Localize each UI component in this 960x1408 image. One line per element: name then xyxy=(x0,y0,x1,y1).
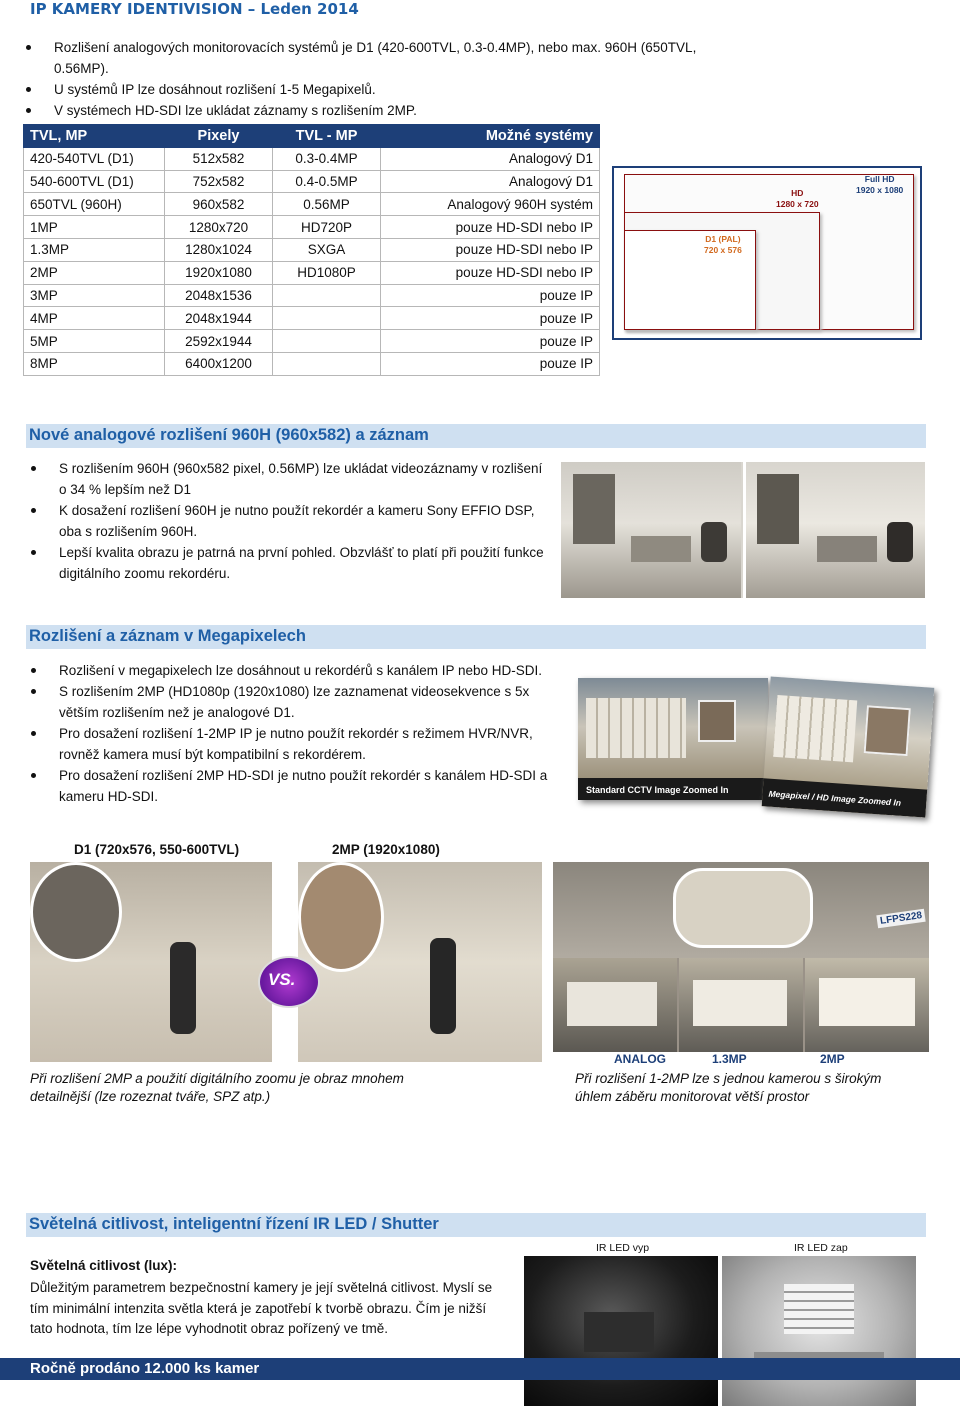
d1-comparison-label: D1 (720x576, 550-600TVL) xyxy=(74,842,240,857)
table-cell: 1920x1080 xyxy=(165,261,273,284)
light-sensitivity-subheading: Světelná citlivost (lux): xyxy=(30,1258,178,1273)
table-cell: 2048x1944 xyxy=(165,307,273,330)
warehouse-standard-photo xyxy=(578,678,768,800)
section-light-header xyxy=(26,1213,926,1237)
table-cell: 6400x1200 xyxy=(165,352,273,375)
table-header-cell: TVL - MP xyxy=(273,125,381,148)
table-row xyxy=(24,147,600,170)
ir-led-on-label: IR LED zap xyxy=(794,1242,848,1254)
section-title: Světelná citlivost, inteligentní řízení IR LED / Shutter xyxy=(29,1215,439,1233)
section-megapixel-header xyxy=(26,625,926,649)
office-comparison-photo xyxy=(561,462,925,598)
table-cell: 1280x1024 xyxy=(165,238,273,261)
table-cell: HD720P xyxy=(273,216,381,239)
table-cell: Analogový D1 xyxy=(381,147,600,170)
table-cell: pouze IP xyxy=(381,352,600,375)
table-cell: 0.56MP xyxy=(273,193,381,216)
table-cell: 5MP xyxy=(24,330,165,353)
table-header-cell: TVL, MP xyxy=(24,125,165,148)
table-cell: 2MP xyxy=(24,261,165,284)
table-cell: Analogový D1 xyxy=(381,170,600,193)
license-plate-label: LFPS228 xyxy=(876,909,926,929)
truck-label-1-3mp: 1.3MP xyxy=(712,1052,747,1066)
table-cell: pouze HD-SDI nebo IP xyxy=(381,238,600,261)
table-cell: 650TVL (960H) xyxy=(24,193,165,216)
table-cell: 2048x1536 xyxy=(165,284,273,307)
table-cell: 4MP xyxy=(24,307,165,330)
d1-label: D1 (PAL) 720 x 576 xyxy=(704,234,742,255)
full-hd-label: Full HD 1920 x 1080 xyxy=(856,174,904,195)
warehouse-megapixel-photo xyxy=(762,676,935,817)
table-cell: 512x582 xyxy=(165,147,273,170)
table-cell xyxy=(273,352,381,375)
list-item: S rozlišením 2MP (HD1080p (1920x1080) lze zaznamenat videosekvence s 5x větším rozlišením než je analogové D1. xyxy=(28,681,568,723)
list-item: Pro dosažení rozlišení 1-2MP IP je nutno použít rekordér s režimem HVR/NVR, rovněž kamera musí být kompatibilní s rekordérem. xyxy=(28,723,568,765)
list-item: Rozlišení analogových monitorovacích systémů je D1 (420-600TVL, 0.3-0.4MP), nebo max. 960H (650TVL, 0.56MP). xyxy=(23,37,723,79)
ir-led-off-label: IR LED vyp xyxy=(596,1242,650,1254)
truck-label-analog: ANALOG xyxy=(614,1052,666,1066)
section-960h-bullets xyxy=(28,458,548,584)
table-row xyxy=(24,330,600,353)
table-row xyxy=(24,284,600,307)
list-item: K dosažení rozlišení 960H je nutno použít rekordér a kameru Sony EFFIO DSP, oba s rozlišením 960H. xyxy=(28,500,548,542)
table-row xyxy=(24,261,600,284)
table-cell: 960x582 xyxy=(165,193,273,216)
table-cell xyxy=(273,307,381,330)
truck-resolution-photo xyxy=(553,862,929,1052)
section-megapixel-bullets xyxy=(28,660,568,807)
table-cell: 0.3-0.4MP xyxy=(273,147,381,170)
table-cell: 2592x1944 xyxy=(165,330,273,353)
light-sensitivity-text: Důležitým parametrem bezpečnostní kamery je její světelná citlivost. Myslí se tím minimální intenzita světla která je zapotřebí k tvorbě obrazu. Čím je nižší tato hodnota, tím lze lépe vyhodnotit obraz pořízený ve tmě. xyxy=(30,1280,493,1336)
table-row xyxy=(24,238,600,261)
list-item: U systémů IP lze dosáhnout rozlišení 1-5 Megapixelů. xyxy=(23,79,723,100)
resolution-table xyxy=(23,124,600,376)
table-cell: pouze IP xyxy=(381,330,600,353)
caption-left: Při rozlišení 2MP a použití digitálního zoomu je obraz mnohem detailnější (lze rozeznat tváře, SPZ atp.) xyxy=(30,1071,404,1104)
table-row xyxy=(24,193,600,216)
ir-led-comparison-photo xyxy=(524,1256,916,1406)
table-cell: 420-540TVL (D1) xyxy=(24,147,165,170)
table-cell: pouze HD-SDI nebo IP xyxy=(381,216,600,239)
truck-label-2mp: 2MP xyxy=(820,1052,845,1066)
section-960h-header xyxy=(26,424,926,448)
table-cell: 0.4-0.5MP xyxy=(273,170,381,193)
table-cell: 540-600TVL (D1) xyxy=(24,170,165,193)
footer-text: Ročně prodáno 12.000 ks kamer xyxy=(30,1360,260,1377)
table-row xyxy=(24,307,600,330)
table-cell: Analogový 960H systém xyxy=(381,193,600,216)
table-cell xyxy=(273,284,381,307)
table-row xyxy=(24,352,600,375)
table-cell xyxy=(273,330,381,353)
vs-badge-label: VS. xyxy=(268,970,296,989)
caption-right: Při rozlišení 1-2MP lze s jednou kamerou s širokým úhlem záběru monitorovat větší prostor xyxy=(575,1071,882,1104)
intro-bullet-list xyxy=(23,37,723,121)
list-item: Rozlišení v megapixelech lze dosáhnout u rekordérů s kanálem IP nebo HD-SDI. xyxy=(28,660,568,681)
resolution-comparison-diagram xyxy=(612,166,922,340)
list-item: V systémech HD-SDI lze ukládat záznamy s rozlišením 2MP. xyxy=(23,100,723,121)
list-item: Pro dosažení rozlišení 2MP HD-SDI je nutno použít rekordér s kanálem HD-SDI a kameru HD-SDI. xyxy=(28,765,568,807)
2mp-comparison-label: 2MP (1920x1080) xyxy=(332,842,440,857)
section-title: Nové analogové rozlišení 960H (960x582) a záznam xyxy=(29,426,429,444)
table-cell: 1MP xyxy=(24,216,165,239)
table-cell: 1280x720 xyxy=(165,216,273,239)
table-row xyxy=(24,170,600,193)
photo-caption-standard: Standard CCTV Image Zoomed In xyxy=(586,785,729,795)
table-row xyxy=(24,216,600,239)
footer-band xyxy=(0,1358,960,1380)
table-cell: 752x582 xyxy=(165,170,273,193)
list-item: Lepší kvalita obrazu je patrná na první pohled. Obzvlášť to platí při použití funkce digitálního zoomu rekordéru. xyxy=(28,542,548,584)
table-cell: SXGA xyxy=(273,238,381,261)
photo-caption-megapixel: Megapixel / HD Image Zoomed In xyxy=(768,788,902,808)
hd-label: HD 1280 x 720 xyxy=(776,188,819,209)
page-header-title: IP KAMERY IDENTIVISION – Leden 2014 xyxy=(30,0,359,18)
table-header-cell: Pixely xyxy=(165,125,273,148)
table-cell: 1.3MP xyxy=(24,238,165,261)
person-d1-vs-2mp-photo xyxy=(30,862,542,1062)
table-cell: 8MP xyxy=(24,352,165,375)
table-header-cell: Možné systémy xyxy=(381,125,600,148)
list-item: S rozlišením 960H (960x582 pixel, 0.56MP) lze ukládat videozáznamy v rozlišení o 34 % lepším než D1 xyxy=(28,458,548,500)
table-cell: pouze IP xyxy=(381,307,600,330)
section-title: Rozlišení a záznam v Megapixelech xyxy=(29,627,306,645)
table-cell: HD1080P xyxy=(273,261,381,284)
table-cell: pouze IP xyxy=(381,284,600,307)
table-header-row xyxy=(24,125,600,148)
table-cell: pouze HD-SDI nebo IP xyxy=(381,261,600,284)
table-cell: 3MP xyxy=(24,284,165,307)
